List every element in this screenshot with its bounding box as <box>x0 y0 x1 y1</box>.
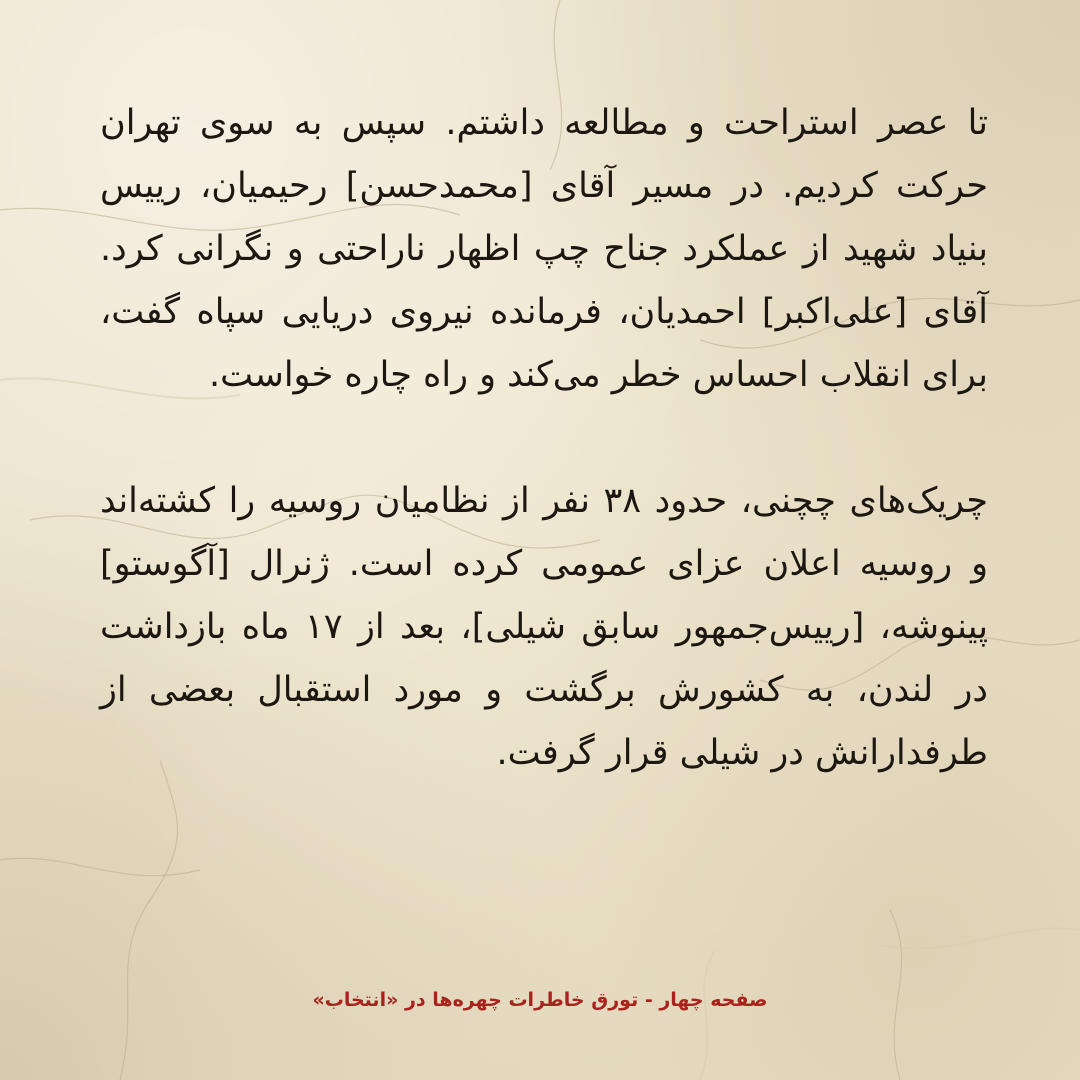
footer-caption: صفحه چهار - تورق خاطرات چهره‌ها در «انتخاب» <box>312 989 768 1011</box>
memoir-text <box>100 92 988 785</box>
paragraph-1: تا عصر استراحت و مطالعه داشتم. سپس به سوی تهران حرکت کردیم. در مسیر آقای [محمدحسن] رحیمیان، رییس بنیاد شهید از عملکرد جناح چپ اظهار ناراحتی و نگرانی کرد. آقای [علی‌اکبر] احمدیان، فرمانده نیروی دریایی سپاه گفت، برای انقلاب احساس خطر می‌کند و راه چاره خواست. <box>100 103 988 395</box>
paragraph-2: چریک‌های چچنی، حدود ۳۸ نفر از نظامیان روسیه را کشته‌اند و روسیه اعلان عزای عمومی کرده است. ژنرال [آگوستو] پینوشه، [رییس‌جمهور سابق شیلی]، بعد از ۱۷ ماه بازداشت در لندن، به کشورش برگشت و مورد استقبال بعضی از طرفدارانش در شیلی قرار گرفت. <box>100 481 988 773</box>
